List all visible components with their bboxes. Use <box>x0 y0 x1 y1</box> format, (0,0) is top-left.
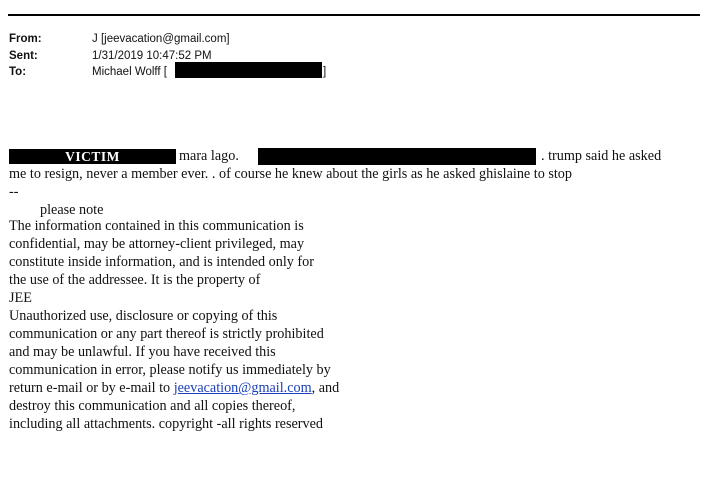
header-divider <box>8 14 700 16</box>
message-line2: me to resign, never a member ever. . of course he knew about the girls as he asked ghislaine to stop <box>9 166 572 182</box>
disclaimer-line: The information contained in this communication is <box>9 218 304 234</box>
disclaimer-block <box>9 217 339 433</box>
to-value: Michael Wolff [ <box>92 66 167 78</box>
message-line1-part-a: mara lago. <box>179 148 239 164</box>
return-prefix: return e-mail or by e-mail to <box>9 380 174 396</box>
disclaimer-line: communication in error, please notify us immediately by <box>9 362 331 378</box>
disclaimer-line: communication or any part thereof is strictly prohibited <box>9 326 324 342</box>
email-link[interactable]: jeevacation@gmail.com <box>173 380 312 396</box>
from-value: J [jeevacation@gmail.com] <box>92 33 230 45</box>
disclaimer-line: constitute inside information, and is intended only for <box>9 254 314 270</box>
disclaimer-line: the use of the addressee. It is the property of <box>9 272 261 288</box>
from-label: From: <box>9 33 42 45</box>
disclaimer-line-with-email <box>9 379 339 397</box>
to-close-bracket: ] <box>323 66 327 78</box>
message-line1-part-b: . trump said he asked <box>541 148 662 164</box>
disclaimer-line: and may be unlawful. If you have received this <box>9 344 276 360</box>
disclaimer-line: Unauthorized use, disclosure or copying of this <box>9 308 278 324</box>
please-note-text: please note <box>40 202 104 218</box>
sent-value: 1/31/2019 10:47:52 PM <box>92 50 212 62</box>
victim-redaction-label: VICTIM <box>9 149 176 164</box>
disclaimer-line: JEE <box>9 290 32 306</box>
disclaimer-line: including all attachments. copyright -all rights reserved <box>9 416 324 432</box>
to-label: To: <box>9 66 27 78</box>
signature-separator: -- <box>9 184 19 200</box>
return-suffix: , and <box>311 380 340 396</box>
sent-label: Sent: <box>9 50 38 62</box>
disclaimer-line: confidential, may be attorney-client privileged, may <box>9 236 305 252</box>
redaction-bar-message <box>258 148 536 165</box>
redaction-bar-recipient <box>175 62 322 78</box>
disclaimer-line: destroy this communication and all copies thereof, <box>9 398 296 414</box>
